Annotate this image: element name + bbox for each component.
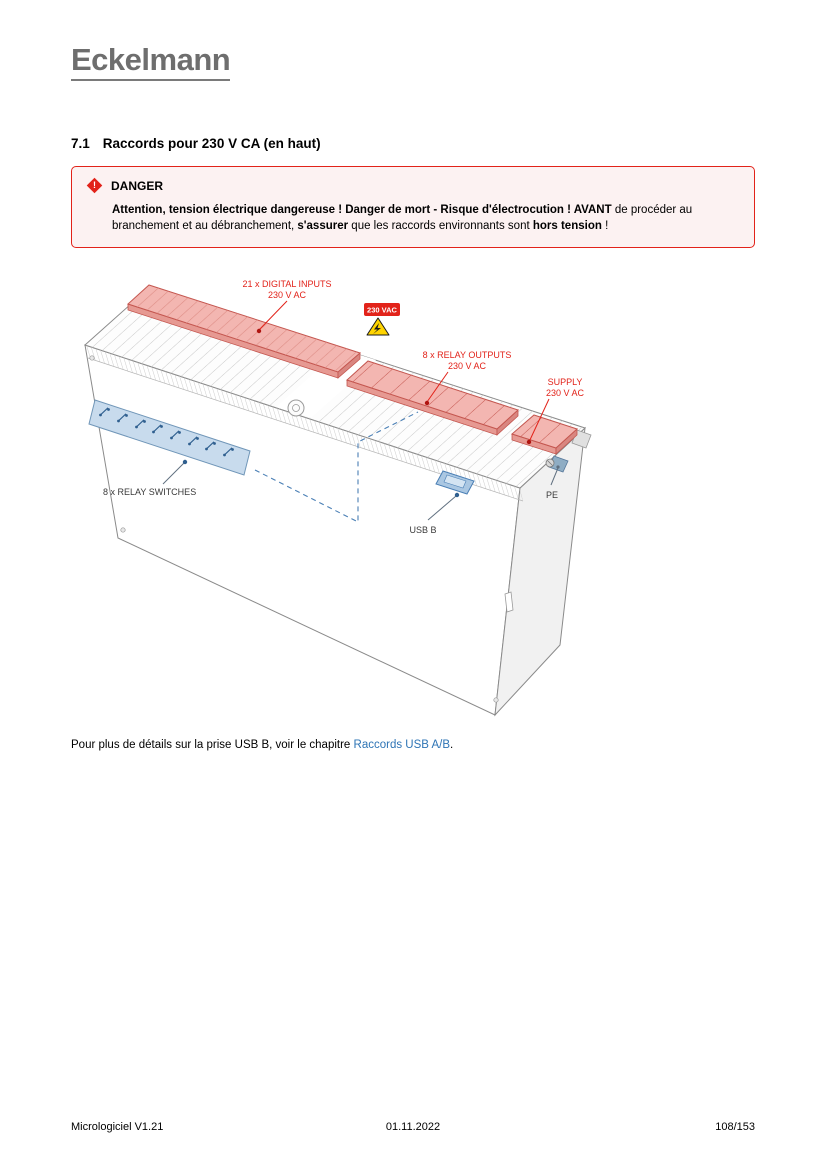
label-relay-switches: 8 x RELAY SWITCHES xyxy=(103,487,197,497)
danger-header xyxy=(87,178,739,193)
label-relay-outputs-line2: 230 V AC xyxy=(447,361,487,371)
label-digital-inputs-line1: 21 x DIGITAL INPUTS xyxy=(242,279,332,289)
top-knob xyxy=(288,400,304,416)
danger-exclamation: ! xyxy=(93,180,96,190)
usb-note xyxy=(71,739,453,751)
label-digital-inputs-line2: 230 V AC xyxy=(267,290,307,300)
front-screw xyxy=(121,528,125,532)
danger-text-segment: ! xyxy=(601,220,609,232)
warning-triangle-icon xyxy=(367,318,389,335)
usb-chapter-link[interactable]: Raccords USB A/B xyxy=(353,739,451,751)
danger-text-segment: hors tension xyxy=(532,220,602,232)
label-supply-line1: SUPPLY xyxy=(547,377,583,387)
label-usb-b: USB B xyxy=(409,525,437,535)
danger-text xyxy=(112,202,733,234)
danger-text-segment: que les raccords environnants sont xyxy=(348,220,533,232)
footer-date: 01.11.2022 xyxy=(385,1121,441,1133)
voltage-warning-badge xyxy=(364,303,400,316)
eckelmann-logo: Eckelmann xyxy=(71,44,230,81)
device-connection-diagram xyxy=(68,272,608,724)
usb-note-text: Pour plus de détails sur la prise USB B, voir le chapitre xyxy=(71,739,354,751)
footer-page-number: 108/153 xyxy=(715,1121,755,1133)
danger-text-segment: s'assurer xyxy=(297,220,349,232)
section-number: 7.1 xyxy=(71,136,90,151)
danger-text-segment: de procéder au branchement et au débranchement, xyxy=(112,204,693,232)
front-screw xyxy=(494,698,498,702)
usb-note-period: . xyxy=(450,739,454,751)
danger-title: DANGER xyxy=(111,178,164,193)
front-screw xyxy=(90,356,94,360)
danger-box xyxy=(71,166,755,248)
label-relay-outputs-line1: 8 x RELAY OUTPUTS xyxy=(422,350,512,360)
label-supply-line2: 230 V AC xyxy=(545,388,585,398)
danger-diamond-icon xyxy=(87,178,102,193)
label-pe: PE xyxy=(546,490,559,500)
voltage-badge-label: 230 VAC xyxy=(367,305,397,315)
footer-firmware-version: Micrologiciel V1.21 xyxy=(71,1121,164,1133)
page-footer xyxy=(71,1121,755,1133)
section-heading xyxy=(71,136,321,151)
danger-text-segment: Attention, tension électrique dangereuse ! Danger de mort - Risque d'électrocution ! AVANT xyxy=(112,204,612,216)
section-title: Raccords pour 230 V CA (en haut) xyxy=(102,136,321,151)
